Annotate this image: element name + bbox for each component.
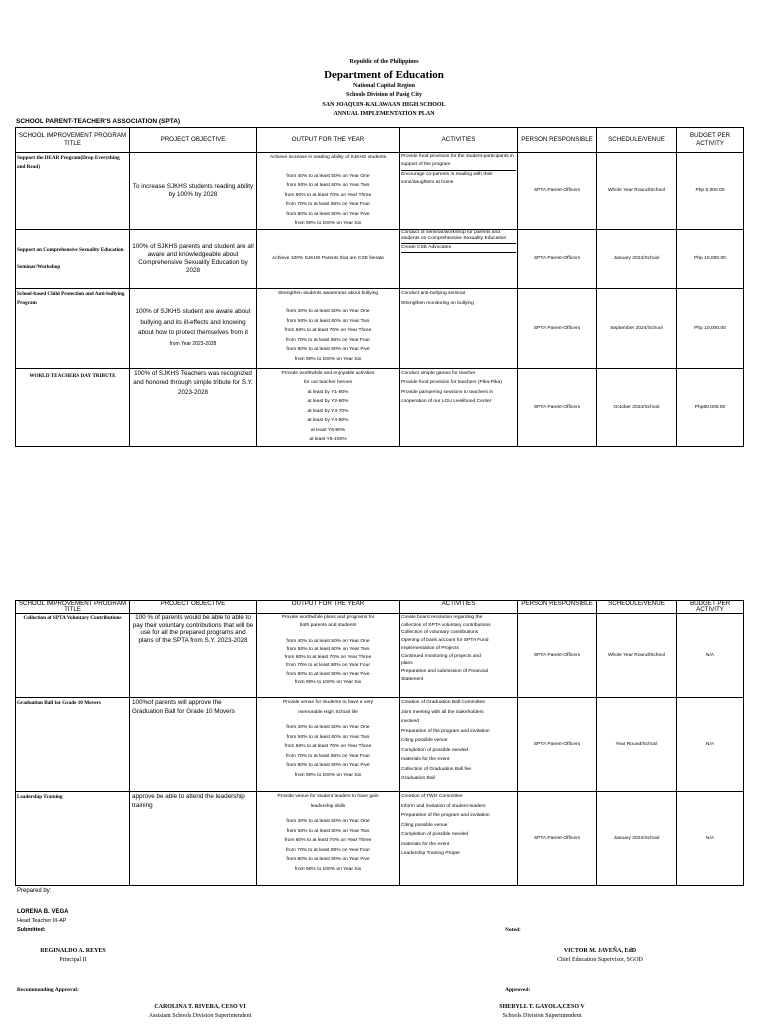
approved-position: Schools Division Superintendent xyxy=(502,1013,582,1019)
program-title: Support the DEAR Program(Drop Everything and Read) xyxy=(16,153,130,230)
activity-item: Citing possible venue xyxy=(401,738,448,743)
budget: N/A xyxy=(677,792,744,886)
output-line: from 60% to at least 70% on Year Three xyxy=(284,744,372,749)
budget: Php60,000.00 xyxy=(677,368,744,446)
recommending-position: Assistant Schools Division Superintendent xyxy=(148,1013,252,1019)
activities-cell xyxy=(400,368,518,446)
activity-item: Collection of Graduation Ball fee xyxy=(401,766,472,772)
budget: Php 5,000.00 xyxy=(677,153,744,230)
person-responsible: SPTA Parent-Officers xyxy=(518,614,597,698)
activity-item: Implementation of Projects xyxy=(401,645,459,651)
activity-item: Preparation of the program and invitation xyxy=(401,728,490,734)
column-header: SCHOOL IMPROVEMENT PROGRAM TITLE xyxy=(16,601,130,614)
column-header: SCHEDULE/VENUE xyxy=(597,601,677,614)
column-header: SCHOOL IMPROVEMENT PROGRAM TITLE xyxy=(16,128,130,153)
program-title: WORLD TEACHERS DAY TRIBUTE xyxy=(16,368,130,446)
document-header xyxy=(0,58,768,120)
column-header: ACTIVITIES xyxy=(400,601,518,614)
output-line: from 50% to at least 60% on Year Two xyxy=(286,828,370,834)
objective-cell xyxy=(130,288,257,368)
output-line: from 40% to at least 50% on Year One xyxy=(286,725,370,730)
output-line: from 80% to at least 90% on Year Five xyxy=(286,211,370,217)
column-header: PROJECT OBJECTIVE xyxy=(130,601,257,614)
column-header: ACTIVITIES xyxy=(400,128,518,153)
activity-item: Creation of Graduation Ball Committee xyxy=(401,700,485,705)
activity-item: Continued monitoring of projects and xyxy=(401,653,481,659)
schedule-venue: October 2024/School xyxy=(597,368,677,446)
output-line: from 80% to at least 90% on Year Five xyxy=(286,671,370,677)
output-line: from 50% to at least 60% on Year Two xyxy=(286,183,370,188)
output-cell xyxy=(257,614,400,698)
table-row xyxy=(16,792,744,886)
output-line: from 90% to 100% on Year Six xyxy=(294,772,362,778)
schedule-venue: Year Round/School xyxy=(597,698,677,792)
output-line: at least Y5-90% xyxy=(310,427,346,433)
budget: Php 10,000.00 xyxy=(677,288,744,368)
activity-item: Inform and invitation of student-leaders xyxy=(401,803,486,809)
activity-item: Provide food provision for the student-participants in support of the program xyxy=(401,153,516,171)
schedule-venue: Whole Year Round/School xyxy=(597,614,677,698)
output-line: from 80% to at least 90% on Year Five xyxy=(286,763,370,768)
activity-item: Conduct simple games for teacher xyxy=(401,370,476,376)
activity-item: Provide food provision for teachers (Pika-Pika) xyxy=(401,380,502,385)
approved-name: SHERYLL T. GAYOLA,CESO V xyxy=(499,1004,585,1010)
output-cell xyxy=(257,229,400,288)
output-line: Strengthen students awareness about bullying xyxy=(277,290,379,296)
output-line: both parents and students xyxy=(299,623,357,629)
activity-item: Completion of possible needed xyxy=(401,747,469,753)
output-line: from 90% to 100% on Year Six xyxy=(294,221,362,226)
column-header: BUDGET PER ACTIVITY xyxy=(677,601,744,614)
budget: N/A xyxy=(677,698,744,792)
output-line: from 90% to 100% on Year Six xyxy=(294,356,362,362)
project-objective: To increase SJKHS students reading ability by 100% by 2028 xyxy=(130,153,257,230)
program-title: Support on Comprehensive Sexuality Education Seminar/Workshop xyxy=(16,229,130,288)
column-header: OUTPUT FOR THE YEAR xyxy=(257,601,400,614)
output-line: at least by Y1-50% xyxy=(307,389,349,395)
budget: N/A xyxy=(677,614,744,698)
output-line: from 60% to at least 70% on Year Three xyxy=(284,838,372,843)
republic-line: Republic of the Philippines xyxy=(349,59,419,65)
output-line: from 60% to at least 70% on Year Three xyxy=(284,328,372,333)
noted-position: Chief Education Supervisor, SGOD xyxy=(557,957,643,963)
submitted-name: REGINALDO A. REYES xyxy=(40,948,106,954)
output-line: memorable High School life xyxy=(298,709,358,715)
schedule-venue: January 2024/School xyxy=(597,229,677,288)
prepared-by-label: Prepared by: xyxy=(17,888,52,894)
activity-item: Creation of TWG Committee xyxy=(401,794,463,799)
activity-item: Completion of possible needed xyxy=(401,832,469,837)
approved-label: Approved: xyxy=(505,987,531,993)
implementation-plan-table xyxy=(15,127,744,447)
implementation-plan-table-continued xyxy=(15,600,744,886)
column-header: PERSON RESPONSIBLE xyxy=(518,128,597,153)
region-line: National Capital Region xyxy=(352,82,415,89)
project-objective: 100% of SJKHS student are aware about bullying and its ill-effects and knowing about how to protect themselves from it xyxy=(135,308,251,336)
program-title: Collection of SPTA Voluntary Contributions xyxy=(16,614,130,698)
activity-item: plans xyxy=(401,661,413,667)
activity-item: Create CSE Advocates xyxy=(401,244,516,253)
activity-item: Conduct of seminar/workshop for parents and students on Comprehensive Sexuality Education xyxy=(401,230,516,244)
output-cell xyxy=(257,698,400,792)
output-line xyxy=(257,631,399,638)
program-title: Graduation Ball for Grade 10 Movers xyxy=(16,698,130,792)
table-row xyxy=(16,698,744,792)
output-line xyxy=(257,298,399,307)
output-cell xyxy=(257,288,400,368)
output-line: from 60% to at least 70% on Year Three xyxy=(284,655,372,661)
objective-note: from Year 2023-2028 xyxy=(169,340,217,347)
noted-name: VICTOR M. JAVEÑA, EdD xyxy=(563,948,637,954)
activity-item: Opening of bank account for SPTA Fund xyxy=(401,638,489,644)
output-line: from 40% to at least 50% on Year One xyxy=(286,638,370,644)
activities-cell xyxy=(400,698,518,792)
output-line: from 90% to 100% on Year Six xyxy=(294,680,362,686)
recommending-name: CAROLINA T. RIVERA, CESO VI xyxy=(154,1004,246,1010)
output-line: Provide worthwhile plans and programs for xyxy=(281,615,375,620)
program-title: Leadership Training xyxy=(16,792,130,886)
output-line: from 90% to 100% on Year Six xyxy=(294,866,362,872)
output-line: Provide venue for student leaders to have gain xyxy=(277,794,379,799)
output-line: from 80% to at least 90% on Year Five xyxy=(286,347,370,352)
prepared-position: Head Teacher III-AP xyxy=(17,918,67,924)
column-header: OUTPUT FOR THE YEAR xyxy=(257,128,400,153)
division-line: Schools Division of Pasig City xyxy=(345,92,422,99)
activity-item: Provide pampering sessions to teachers in cooperation of our LGU Livelihood Center xyxy=(401,389,494,404)
person-responsible: SPTA Parent-Officers xyxy=(518,792,597,886)
activity-item: Preparation of the program and invitation xyxy=(401,813,490,818)
output-line: at least by Y2-60% xyxy=(307,399,349,404)
table-header-row xyxy=(16,601,744,614)
table-row xyxy=(16,368,744,446)
schedule-venue: Whole Year Round/School xyxy=(597,153,677,230)
activity-item: Graduation Ball xyxy=(401,776,435,781)
output-line: Achieve increase in reading ability of SJKHS students xyxy=(269,155,387,160)
activity-item: materials for the event xyxy=(401,757,450,762)
table-header-row xyxy=(16,128,744,153)
activity-item: Joint meeting with all the stakeholders xyxy=(401,709,484,715)
output-line: from 70% to at least 80% on Year Four xyxy=(285,847,370,853)
output-line: Provide venue for students to have a very xyxy=(282,700,374,705)
output-line: at least by Y4-80% xyxy=(307,418,349,423)
activities-cell xyxy=(400,153,518,230)
output-line xyxy=(257,163,399,172)
output-line: from 40% to at least 50% on Year One xyxy=(286,309,370,314)
output-line: from 70% to at least 80% on Year Four xyxy=(285,202,370,207)
activity-item: materials for the event xyxy=(401,841,450,847)
activity-item: Encourage co-parents in reading with their sons/daughters at home xyxy=(401,171,493,186)
output-line: from 70% to at least 80% on Year Four xyxy=(285,753,370,759)
output-line: from 40% to at least 50% on Year One xyxy=(286,173,370,179)
project-objective: 100%of parents will approve the Graduation Ball for Grade 10 Movers xyxy=(130,698,257,792)
output-line: at least by Y3-70% xyxy=(307,408,349,414)
table-row xyxy=(16,153,744,230)
plan-title: ANNUAL IMPLEMENTATION PLAN xyxy=(333,111,435,118)
recommending-approval-label: Recommending Approval: xyxy=(17,987,79,993)
activities-cell xyxy=(400,288,518,368)
schedule-venue: January 2024/School xyxy=(597,792,677,886)
output-cell xyxy=(257,792,400,886)
submitted-label: Submitted: xyxy=(17,927,46,933)
person-responsible: SPTA Parent-Officers xyxy=(518,229,597,288)
activity-item: Statement xyxy=(401,676,424,682)
activity-item: Preparation and submission of Financial xyxy=(401,668,488,674)
activity-item: Create board resolution regarding the xyxy=(401,615,483,620)
column-header: PROJECT OBJECTIVE xyxy=(130,128,257,153)
activities-cell xyxy=(400,792,518,886)
activity-item: Strengthen monitoring on bullying xyxy=(401,300,474,306)
output-line: from 50% to at least 60% on Year Two xyxy=(286,318,370,324)
school-name: SAN JOAQUIN-KALAWAAN HIGH SCHOOL xyxy=(322,101,446,108)
department-title: Department of Education xyxy=(324,68,444,81)
output-line: at least Y6-100% xyxy=(309,437,347,442)
output-line: from 50% to at least 60% on Year Two xyxy=(286,734,370,740)
output-line: from 40% to at least 50% on Year One xyxy=(286,819,370,824)
schedule-venue: September 2024/School xyxy=(597,288,677,368)
output-line: Achieve 100% SJKHS Parents that are CSE literate xyxy=(272,255,384,261)
activity-item: Citing possible venue xyxy=(401,822,448,828)
activity-item: Leadership Training Proper xyxy=(401,851,460,856)
organization-title: SCHOOL PARENT-TEACHER'S ASSOCIATION (SPTA) xyxy=(16,118,181,125)
table-row xyxy=(16,614,744,698)
output-line: from 60% to at least 70% on Year Three xyxy=(284,192,372,198)
output-line: for our teacher heroes xyxy=(303,380,353,385)
column-header: BUDGET PER ACTIVITY xyxy=(677,128,744,153)
column-header: PERSON RESPONSIBLE xyxy=(518,601,597,614)
submitted-position: Principal II xyxy=(59,957,87,963)
output-line: from 70% to at least 80% on Year Four xyxy=(285,663,370,669)
output-cell xyxy=(257,368,400,446)
person-responsible: SPTA Parent-Officers xyxy=(518,153,597,230)
activities-cell xyxy=(400,614,518,698)
output-line: leadership skills xyxy=(310,803,346,809)
table-row xyxy=(16,229,744,288)
project-objective: 100% of SJKHS Teachers was recognized and honored through simple tribute for S.Y. 2023-2028 xyxy=(130,368,257,446)
project-objective: 100 % of parents would be able to able to pay their voluntary contributions that will be use for all the prepared programs and plans of the SPTA from S.Y. 2023-2028 xyxy=(130,614,257,698)
output-line: from 70% to at least 80% on Year Four xyxy=(285,337,370,343)
activity-item: Collection of voluntary contributions xyxy=(401,630,479,636)
budget: Php 10,000.00 xyxy=(677,229,744,288)
person-responsible: SPTA Parent-Officers xyxy=(518,288,597,368)
output-line: from 50% to at least 60% on Year Two xyxy=(286,646,370,652)
prepared-name: LORENA B. VEGA xyxy=(17,909,69,915)
person-responsible: SPTA Parent-Officers xyxy=(518,368,597,446)
project-objective: 100% of SJKHS parents and student are all aware and knowledgeable about Comprehensive Sexuality Education by 2028 xyxy=(130,229,257,288)
output-line: Provide worthwhile and enjoyable activities xyxy=(281,370,375,376)
column-header: SCHEDULE/VENUE xyxy=(597,128,677,153)
table-row xyxy=(16,288,744,368)
activities-cell xyxy=(400,229,518,288)
noted-label: Noted: xyxy=(505,927,521,933)
output-cell xyxy=(257,153,400,230)
activity-item: collection of SPTA voluntary contributions xyxy=(401,622,491,628)
activity-item: involved xyxy=(401,719,419,724)
output-line: from 80% to at least 90% on Year Five xyxy=(286,857,370,862)
project-objective: approve be able to attend the leadership training xyxy=(130,792,257,886)
program-title: School-based Child Protection and Anti-bullying Program xyxy=(16,288,130,368)
activity-item: Conduct anti-bullying seminar xyxy=(401,290,466,296)
person-responsible: SPTA Parent-Officers xyxy=(518,698,597,792)
